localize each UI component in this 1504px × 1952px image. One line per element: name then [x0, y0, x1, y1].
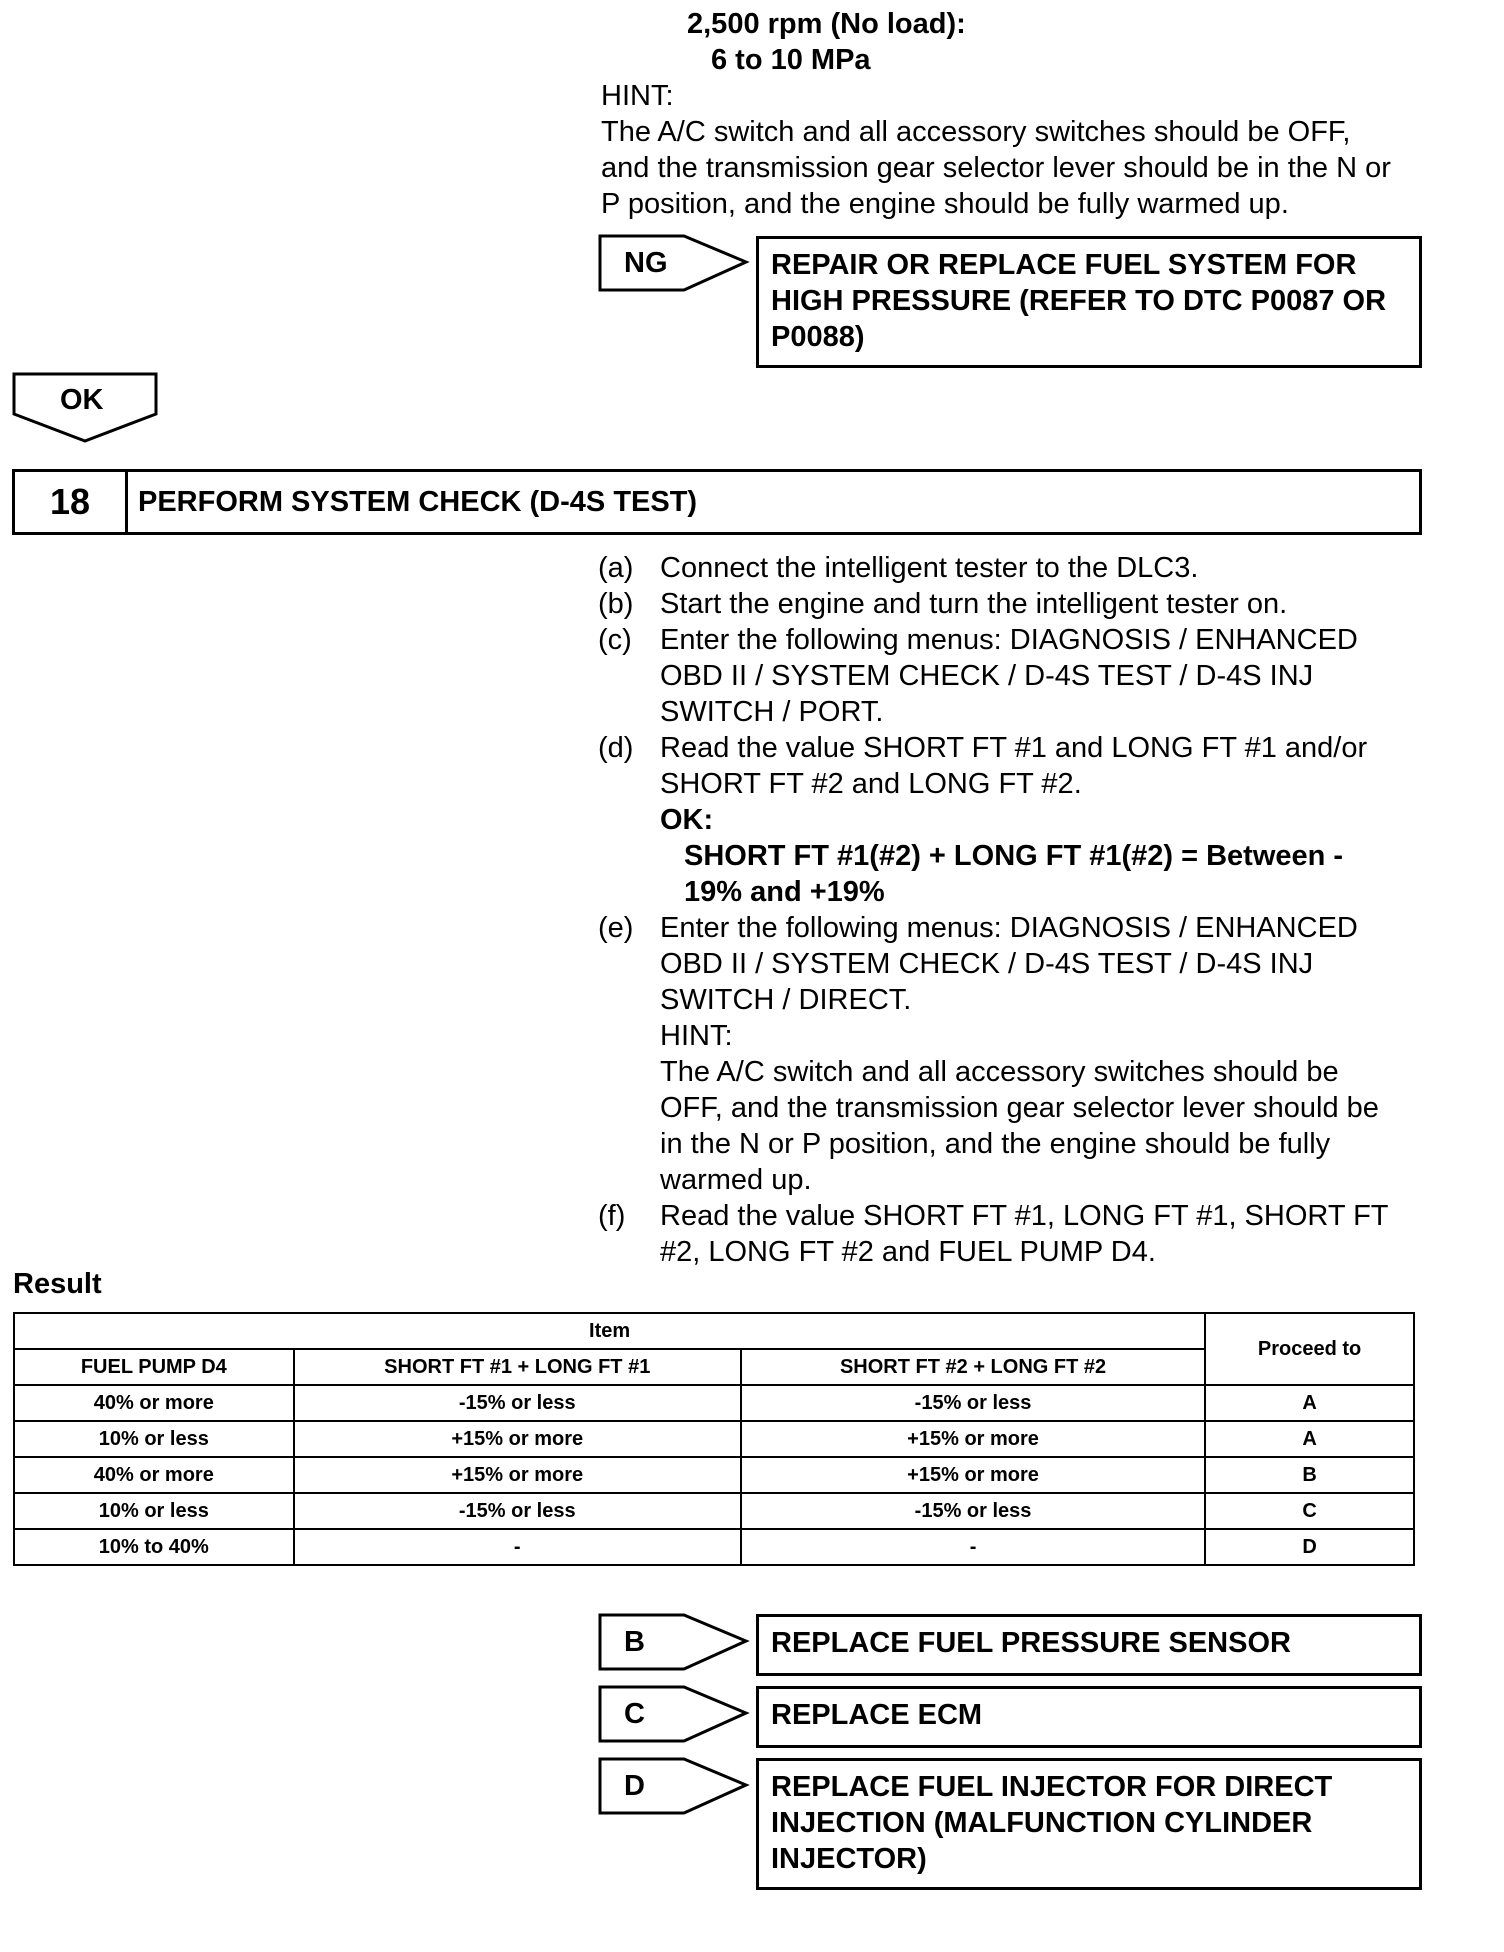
d-result-line-1: REPLACE FUEL INJECTOR FOR DIRECT — [771, 1771, 1333, 1803]
hint-line-3: P position, and the engine should be fully warmed up. — [601, 188, 1289, 220]
table-cell: 40% or more — [14, 1385, 294, 1421]
step-c-label: (c) — [598, 624, 632, 656]
hint-line-1: The A/C switch and all accessory switches should be OFF, — [601, 116, 1351, 148]
ok-label: OK — [60, 384, 104, 416]
header-bank1-trim: SHORT FT #1 + LONG FT #1 — [294, 1349, 741, 1385]
table-cell: -15% or less — [294, 1385, 741, 1421]
step-f-line-1: Read the value SHORT FT #1, LONG FT #1, SHORT FT — [660, 1200, 1389, 1232]
ng-result-line-2: HIGH PRESSURE (REFER TO DTC P0087 OR — [771, 285, 1387, 317]
table-cell: D — [1205, 1529, 1414, 1565]
c-result-box — [756, 1686, 1422, 1748]
c-arrow-icon — [598, 1685, 750, 1745]
header-item: Item — [14, 1313, 1205, 1349]
table-cell: 40% or more — [14, 1457, 294, 1493]
table-cell: 10% or less — [14, 1493, 294, 1529]
table-cell: -15% or less — [294, 1493, 741, 1529]
table-cell: +15% or more — [741, 1457, 1205, 1493]
result-title: Result — [13, 1268, 102, 1300]
step-c-line-1: Enter the following menus: DIAGNOSIS / ENHANCED — [660, 624, 1358, 656]
d-arrow-icon — [598, 1757, 750, 1817]
b-label: B — [624, 1626, 645, 1658]
step-header — [12, 469, 1422, 535]
step-d-ok-label: OK: — [660, 804, 714, 836]
hint-label: HINT: — [601, 80, 674, 112]
table-cell: A — [1205, 1421, 1414, 1457]
d-result-line-2: INJECTION (MALFUNCTION CYLINDER — [771, 1807, 1313, 1839]
step-e-line-2: OBD II / SYSTEM CHECK / D-4S TEST / D-4S INJ — [660, 948, 1314, 980]
step-title: PERFORM SYSTEM CHECK (D-4S TEST) — [138, 485, 698, 518]
step-e-hint-line-2: OFF, and the transmission gear selector lever should be — [660, 1092, 1379, 1124]
table-row — [14, 1385, 1414, 1421]
table-cell: -15% or less — [741, 1385, 1205, 1421]
b-arrow-icon — [598, 1613, 750, 1673]
table-cell: 10% or less — [14, 1421, 294, 1457]
table-cell: 10% to 40% — [14, 1529, 294, 1565]
step-b-label: (b) — [598, 588, 634, 620]
step-d-ok-line-1: SHORT FT #1(#2) + LONG FT #1(#2) = Between - — [684, 840, 1344, 872]
header-bank2-trim: SHORT FT #2 + LONG FT #2 — [741, 1349, 1205, 1385]
ng-label: NG — [624, 247, 668, 279]
ng-result-line-1: REPAIR OR REPLACE FUEL SYSTEM FOR — [771, 249, 1357, 281]
step-a-label: (a) — [598, 552, 634, 584]
table-cell: +15% or more — [294, 1457, 741, 1493]
table-cell: C — [1205, 1493, 1414, 1529]
step-b-text: Start the engine and turn the intelligent tester on. — [660, 588, 1288, 620]
c-result-text: REPLACE ECM — [771, 1699, 983, 1731]
d-result-line-3: INJECTOR) — [771, 1843, 927, 1875]
step-f-label: (f) — [598, 1200, 626, 1232]
b-result-text: REPLACE FUEL PRESSURE SENSOR — [771, 1627, 1291, 1659]
table-cell: -15% or less — [741, 1493, 1205, 1529]
step-d-line-1: Read the value SHORT FT #1 and LONG FT #1 and/or — [660, 732, 1368, 764]
ng-arrow-icon — [598, 234, 750, 294]
step-d-ok-line-2: 19% and +19% — [684, 876, 885, 908]
ng-result-box — [756, 236, 1422, 368]
step-d-label: (d) — [598, 732, 634, 764]
table-cell: +15% or more — [294, 1421, 741, 1457]
step-d-line-2: SHORT FT #2 and LONG FT #2. — [660, 768, 1082, 800]
step-c-line-3: SWITCH / PORT. — [660, 696, 884, 728]
table-row — [14, 1421, 1414, 1457]
table-cell: A — [1205, 1385, 1414, 1421]
table-cell: +15% or more — [741, 1421, 1205, 1457]
step-c-line-2: OBD II / SYSTEM CHECK / D-4S TEST / D-4S INJ — [660, 660, 1314, 692]
step-f-line-2: #2, LONG FT #2 and FUEL PUMP D4. — [660, 1236, 1156, 1268]
table-row — [14, 1493, 1414, 1529]
result-table — [13, 1312, 1415, 1566]
header-proceed-to: Proceed to — [1205, 1313, 1414, 1385]
step-e-line-1: Enter the following menus: DIAGNOSIS / ENHANCED — [660, 912, 1358, 944]
table-row — [14, 1529, 1414, 1565]
table-cell: - — [741, 1529, 1205, 1565]
table-cell: - — [294, 1529, 741, 1565]
spec-line-2: 6 to 10 MPa — [711, 44, 871, 76]
step-e-line-3: SWITCH / DIRECT. — [660, 984, 912, 1016]
d-result-box — [756, 1758, 1422, 1890]
step-e-label: (e) — [598, 912, 634, 944]
spec-line-1: 2,500 rpm (No load): — [687, 8, 966, 40]
step-e-hint-line-1: The A/C switch and all accessory switches should be — [660, 1056, 1339, 1088]
step-e-hint-line-3: in the N or P position, and the engine should be fully — [660, 1128, 1331, 1160]
step-a-text: Connect the intelligent tester to the DLC3. — [660, 552, 1199, 584]
d-label: D — [624, 1770, 645, 1802]
table-cell: B — [1205, 1457, 1414, 1493]
step-e-hint-line-4: warmed up. — [660, 1164, 812, 1196]
table-row — [14, 1457, 1414, 1493]
ng-result-line-3: P0088) — [771, 321, 865, 353]
b-result-box — [756, 1614, 1422, 1676]
hint-line-2: and the transmission gear selector lever should be in the N or — [601, 152, 1391, 184]
header-fuel-pump-d4: FUEL PUMP D4 — [14, 1349, 294, 1385]
step-number: 18 — [15, 472, 128, 532]
c-label: C — [624, 1698, 645, 1730]
step-e-hint-label: HINT: — [660, 1020, 733, 1052]
